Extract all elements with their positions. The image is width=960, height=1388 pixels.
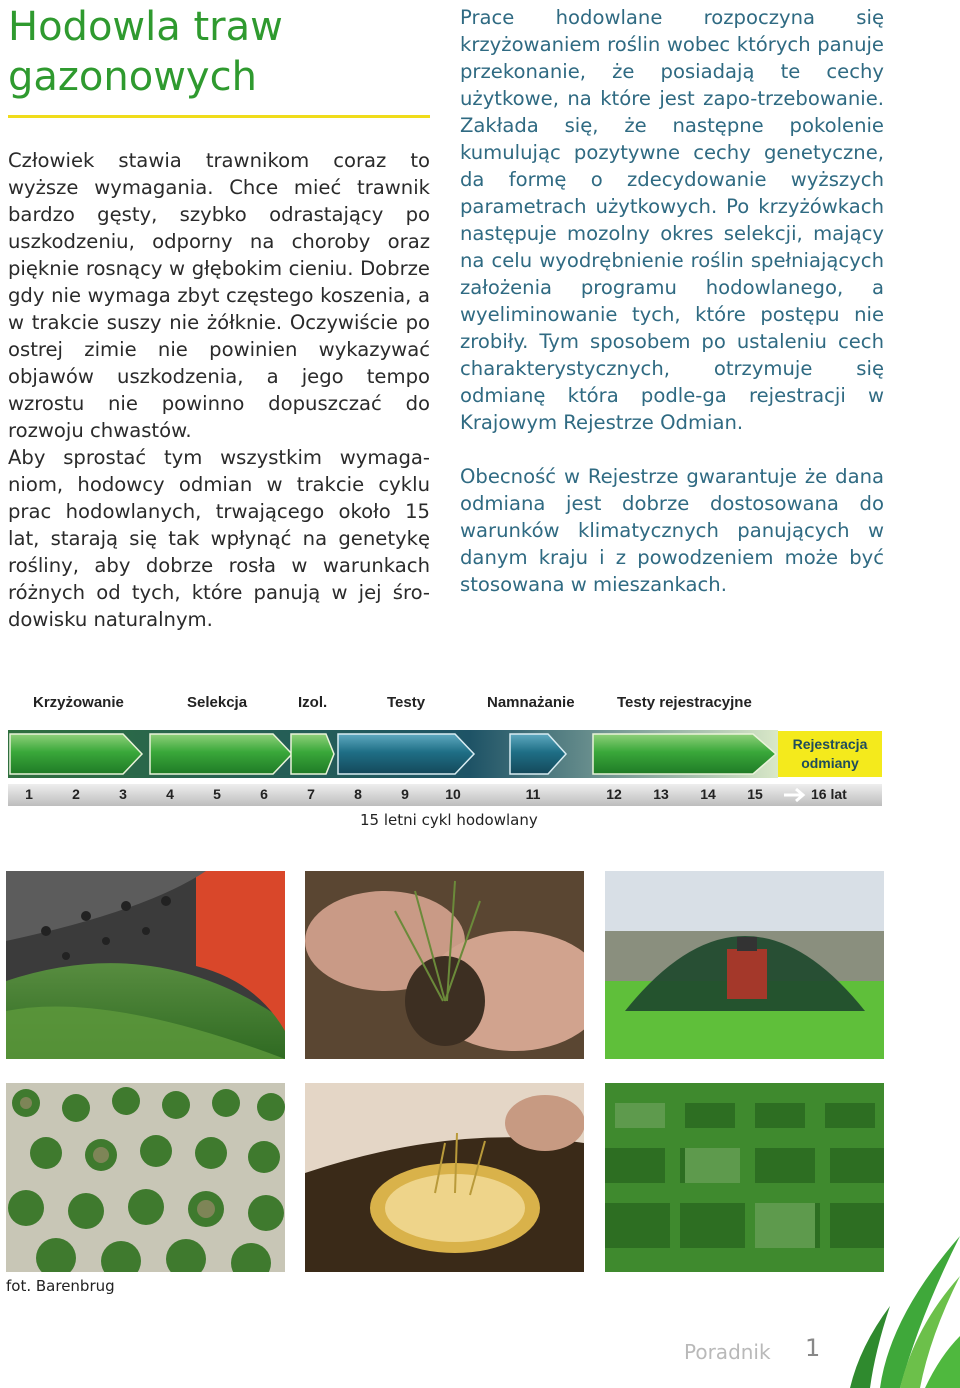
registration-line-2: odmiany bbox=[801, 755, 859, 771]
title-line-2: gazonowych bbox=[8, 54, 257, 100]
photo-credit: fot. Barenbrug bbox=[6, 1277, 115, 1295]
phase-label-tests: Testy bbox=[387, 694, 426, 711]
year-tick: 3 bbox=[119, 786, 127, 802]
mower-tunnel-photo bbox=[605, 871, 884, 1059]
year-tick: 6 bbox=[260, 786, 268, 802]
right-column bbox=[460, 4, 884, 598]
year-tick: 4 bbox=[166, 786, 174, 802]
phase-label-selection: Selekcja bbox=[187, 694, 248, 711]
year-tick: 9 bbox=[401, 786, 409, 802]
year-tick: 13 bbox=[653, 786, 669, 802]
year-tick: 14 bbox=[700, 786, 716, 802]
title-line-1: Hodowla traw bbox=[8, 4, 283, 50]
footer-label: Poradnik bbox=[684, 1340, 771, 1364]
paragraph: Aby sprostać tym wszystkim wymaga-niom, hodowcy odmian w trakcie cyklu prac hodowlanych, trwającego około 15 lat, starają się tak wpłynąć na genetykę rośliny, aby dobrze rosła w warunkach różnych od tych, które panują w jej śro-dowisku naturalnym. bbox=[8, 446, 430, 631]
grass-trial-plots-photo bbox=[6, 1083, 285, 1272]
year-tick-final: 16 lat bbox=[811, 786, 847, 802]
page-number: 1 bbox=[805, 1334, 821, 1362]
year-tick: 2 bbox=[72, 786, 80, 802]
year-tick: 15 bbox=[747, 786, 763, 802]
left-column bbox=[8, 147, 430, 633]
year-tick: 10 bbox=[445, 786, 461, 802]
paragraph: Człowiek stawia trawnikom coraz to wyższe wymagania. Chce mieć trawnik bardzo gęsty, szybko odrastający po uszkodzeniu, odporny na choroby oraz pięknie rosnący w głębokim cieniu. Dobrze gdy nie wymaga zbyt częstego koszenia, a w trakcie suszy nie żółknie. Oczywiście po ostrej zimie nie powinien wykazywać objawów uszkodzenia, a jego tempo wzrostu nie powinno dopuszczać do rozwoju chwastów. bbox=[8, 149, 430, 442]
title-divider bbox=[8, 115, 430, 118]
year-tick: 5 bbox=[213, 786, 221, 802]
paragraph: Prace hodowlane rozpoczyna się krzyżowaniem roślin wobec których panuje przekonanie, że posiadają te cechy użytkowe, na które jest zapo-trzebowanie. Zakłada się, że następne pokolenie kumulując pozytywne cechy genetyczne, da formę o zdecydowanie wyższych parametrach użytkowych. Po krzyżówkach następuje mozolny okres selekcji, mający na celu wyodrębnienie roślin spełniających założenia programu hodowlanego, a wyeliminowanie tych, które postępu nie zrobiły. Tym sposobem po ustaleniu cech charakterystycznych, otrzymuje się odmianę która podle-ga rejestracji w Krajowym Rejestrze Odmian. bbox=[460, 6, 884, 434]
grass-blades-icon bbox=[830, 1236, 960, 1388]
timeline-arrow-bar bbox=[8, 730, 880, 778]
petri-dish-seeds-photo bbox=[305, 1083, 584, 1272]
year-tick: 12 bbox=[606, 786, 622, 802]
registration-line-1: Rejestracja bbox=[792, 736, 868, 752]
axis-arrow-icon bbox=[780, 784, 810, 806]
year-tick: 1 bbox=[25, 786, 33, 802]
phase-label-isolation: Izol. bbox=[298, 694, 328, 711]
aerator-roller-photo bbox=[6, 871, 285, 1059]
phase-label-registration-tests: Testy rejestracyjne bbox=[617, 694, 752, 711]
registration-box bbox=[778, 731, 882, 777]
hands-seedling-photo bbox=[305, 871, 584, 1059]
page-title bbox=[8, 2, 283, 102]
phase-label-multiplication: Namnażanie bbox=[487, 694, 575, 711]
year-tick: 8 bbox=[354, 786, 362, 802]
year-tick: 7 bbox=[307, 786, 315, 802]
year-tick: 11 bbox=[525, 786, 541, 802]
phase-label-crossing: Krzyżowanie bbox=[33, 694, 124, 711]
paragraph: Obecność w Rejestrze gwarantuje że dana odmiana jest dobrze dostosowana do warunków klimatycznych panujących w danym kraju i z powodzeniem może być stosowana w mieszankach. bbox=[460, 465, 884, 596]
timeline-arrows bbox=[10, 734, 776, 774]
cycle-label: 15 letni cykl hodowlany bbox=[360, 811, 538, 829]
